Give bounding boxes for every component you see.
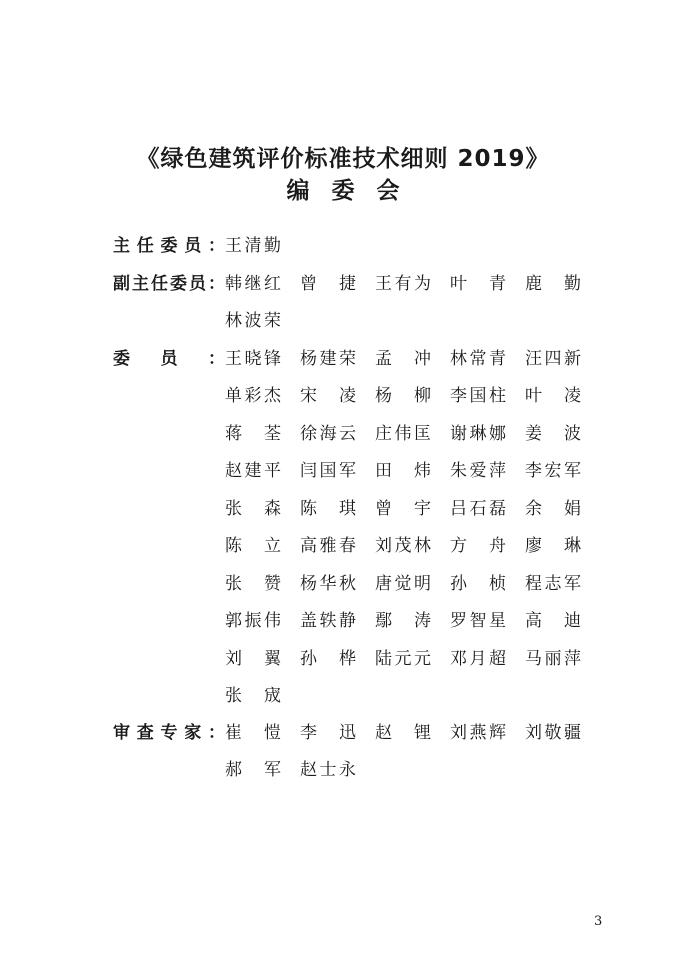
member-name: 田 炜	[375, 461, 431, 481]
member-name: 高 雅 春	[300, 536, 356, 556]
member-name: 谢 琳 娜	[450, 423, 506, 444]
member-name: 张 赞	[225, 573, 281, 594]
member-name: 曾 捷	[300, 273, 356, 294]
document-title: 《绿色建筑评价标准技术细则 2019》	[136, 146, 550, 172]
member-row	[225, 344, 605, 382]
member-row	[225, 682, 605, 720]
member-name: 李 宏 军	[525, 461, 581, 481]
member-name: 程 志 军	[525, 573, 581, 594]
member-names	[225, 344, 605, 719]
member-name: 叶 凌	[525, 386, 581, 406]
member-name: 李 迅	[300, 722, 356, 743]
member-name: 刘 茂 林	[375, 536, 431, 556]
member-name: 鄢 涛	[375, 611, 431, 631]
member-row	[225, 419, 605, 457]
member-name: 陆 元 元	[375, 648, 431, 669]
member-name: 单 彩 杰	[225, 386, 281, 406]
member-name: 郝 军	[225, 760, 281, 780]
member-name: 杨 建 荣	[300, 348, 356, 369]
member-row	[225, 382, 605, 420]
member-name: 赵 锂	[375, 722, 431, 743]
member-name: 郭 振 伟	[225, 611, 281, 631]
member-name: 蒋 荃	[225, 423, 281, 444]
member-name: 刘 燕 辉	[450, 722, 506, 743]
member-name: 闫 国 军	[300, 461, 356, 481]
member-names	[225, 269, 605, 344]
member-name: 赵 建 平	[225, 461, 281, 481]
member-row	[225, 644, 605, 682]
member-row	[225, 269, 605, 307]
member-name: 姜 波	[525, 423, 581, 444]
member-name: 王 有 为	[375, 273, 431, 294]
member-names	[225, 231, 605, 269]
member-row	[225, 231, 605, 269]
member-name: 赵 士 永	[300, 760, 356, 780]
member-name: 刘 翼	[225, 648, 281, 669]
member-row	[225, 494, 605, 532]
member-name: 方 舟	[450, 536, 506, 556]
member-name: 鹿 勤	[525, 273, 581, 294]
member-name: 张 宬	[225, 686, 281, 706]
member-name: 高 迪	[525, 611, 581, 631]
member-row	[225, 607, 605, 645]
member-name: 林 常 青	[450, 348, 506, 369]
member-name: 陈 立	[225, 536, 281, 556]
member-name: 孟 冲	[375, 348, 431, 369]
member-name: 孙 桢	[450, 573, 506, 594]
member-name: 林 波 荣	[225, 311, 281, 331]
section-label: 审 查 专 家 ：	[113, 722, 225, 743]
member-name: 余 娟	[525, 498, 581, 519]
member-name: 刘 敬 疆	[525, 722, 581, 743]
member-name: 朱 爱 萍	[450, 461, 506, 481]
section-label: 委 员 ：	[113, 348, 225, 369]
member-name: 马 丽 萍	[525, 648, 581, 669]
member-name: 韩 继 红	[225, 273, 281, 294]
member-name: 徐 海 云	[300, 423, 356, 444]
member-name: 崔 愷	[225, 722, 281, 743]
member-name: 王 晓 锋	[225, 348, 281, 369]
member-row	[225, 756, 605, 794]
member-name: 陈 琪	[300, 498, 356, 519]
member-names	[225, 718, 605, 793]
page-number: 3	[594, 914, 603, 929]
member-name: 庄 伟 匡	[375, 423, 431, 444]
member-name: 孙 桦	[300, 648, 356, 669]
document-subtitle: 编委会	[286, 178, 422, 204]
member-name: 盖 轶 静	[300, 611, 356, 631]
member-name: 叶 青	[450, 273, 506, 294]
member-name: 曾 宇	[375, 498, 431, 519]
member-name: 廖 琳	[525, 536, 581, 556]
member-name: 杨 华 秋	[300, 573, 356, 594]
member-name: 张 森	[225, 498, 281, 519]
section-label: 副 主 任 委 员 ：	[113, 273, 225, 294]
member-row	[225, 457, 605, 495]
member-name: 王 清 勤	[225, 235, 281, 256]
member-name: 汪 四 新	[525, 348, 581, 369]
member-row	[225, 718, 605, 756]
member-name: 宋 凌	[300, 386, 356, 406]
member-name: 邓 月 超	[450, 648, 506, 669]
member-row	[225, 532, 605, 570]
member-row	[225, 307, 605, 345]
member-row	[225, 569, 605, 607]
section-label: 主 任 委 员 ：	[113, 235, 225, 256]
member-name: 唐 觉 明	[375, 573, 431, 594]
member-name: 杨 柳	[375, 386, 431, 406]
member-name: 吕 石 磊	[450, 498, 506, 519]
member-name: 李 国 柱	[450, 386, 506, 406]
member-name: 罗 智 星	[450, 611, 506, 631]
